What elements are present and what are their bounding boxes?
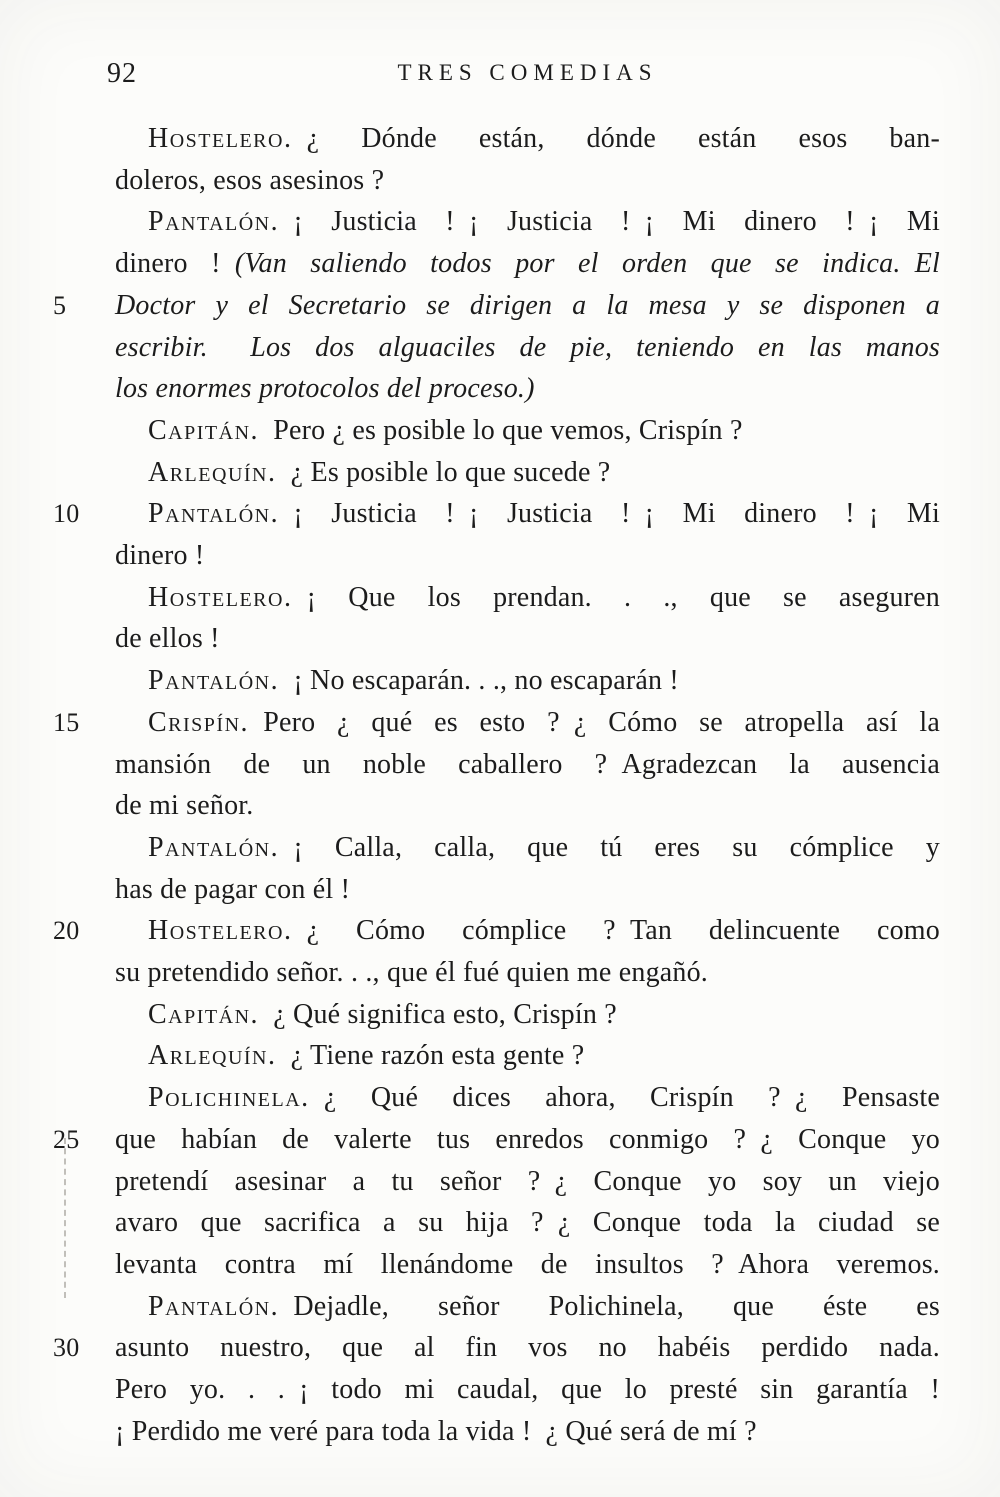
dialogue-text: ¡ Justicia ! ¡ Justicia ! ¡ Mi dinero ! ¡ Mi [279, 206, 940, 238]
text-line [115, 452, 940, 494]
dialogue-text: ¿ Cómo cómplice ? Tan delincuente como [292, 915, 940, 947]
dialogue-text: ¿ Es posible lo que sucede ? [276, 456, 611, 488]
text-line [115, 1244, 940, 1286]
dialogue-text: ¡ Calla, calla, que tú eres su cómplice y [279, 831, 940, 863]
text-line [115, 1077, 940, 1119]
text-line [53, 910, 940, 952]
text-line [115, 410, 940, 452]
page-header [107, 56, 940, 90]
text-line [53, 702, 940, 744]
line-number: 25 [53, 1124, 80, 1154]
text-line [115, 160, 940, 202]
line-number: 5 [53, 290, 67, 320]
line-number: 15 [53, 707, 80, 737]
speaker-name: Arlequín. [148, 1040, 277, 1072]
text-line [115, 243, 940, 285]
dialogue-text: ¿ Qué significa esto, Crispín ? [259, 998, 617, 1030]
text-line [115, 1202, 940, 1244]
dialogue-text: ¡ Justicia ! ¡ Justicia ! ¡ Mi dinero ! ¡ Mi [279, 498, 940, 530]
text-line [115, 994, 940, 1036]
speaker-name: Hostelero. [148, 915, 293, 947]
text-line [115, 535, 940, 577]
dialogue-text: de mi señor. [115, 790, 254, 822]
text-line [115, 1411, 940, 1453]
speaker-name: Pantalón. [148, 206, 280, 238]
text-line [115, 118, 940, 160]
dialogue-text: mansión de un noble caballero ? Agradezcan la ausencia [115, 748, 940, 780]
text-line [115, 660, 940, 702]
dialogue-text: has de pagar con él ! [115, 873, 351, 905]
dialogue-text: asunto nuestro, que al fin vos no habéis perdido nada. [115, 1332, 940, 1364]
text-line [53, 1327, 940, 1369]
text-block [53, 118, 940, 1453]
text-line [115, 744, 940, 786]
dialogue-text: ¡ No escaparán. . ., no escaparán ! [279, 665, 679, 697]
text-line [115, 827, 940, 869]
text-line [115, 952, 940, 994]
text-line [115, 1161, 940, 1203]
text-line [115, 1369, 940, 1411]
dialogue-text: avaro que sacrifica a su hija ? ¿ Conque toda la ciudad se [115, 1207, 940, 1239]
dialogue-text: ¡ Perdido me veré para toda la vida ! ¿ Qué será de mí ? [115, 1415, 757, 1447]
line-number: 20 [53, 916, 80, 946]
speaker-name: Capitán. [148, 998, 260, 1030]
dialogue-text: dinero ! [115, 248, 235, 280]
text-line [53, 1119, 940, 1161]
speaker-name: Hostelero. [148, 581, 293, 613]
speaker-name: Hostelero. [148, 123, 293, 154]
dialogue-text: que habían de valerte tus enredos conmigo ? ¿ Conque yo [115, 1123, 940, 1155]
text-line [53, 285, 940, 327]
speaker-name: Pantalón. [148, 831, 280, 863]
text-line [115, 1286, 940, 1328]
speaker-name: Arlequín. [148, 456, 277, 488]
dialogue-text: Dejadle, señor Polichinela, que éste es [279, 1290, 940, 1322]
text-line [115, 577, 940, 619]
dialogue-text: ¿ Qué dices ahora, Crispín ? ¿ Pensaste [309, 1082, 940, 1114]
stage-direction: (Van saliendo todos por el orden que se indica. El [234, 248, 940, 280]
stage-direction: Doctor y el Secretario se dirigen a la mesa y se disponen a [115, 289, 940, 321]
speaker-name: Pantalón. [148, 665, 280, 697]
dialogue-text: Pero ¿ es posible lo que vemos, Crispín ? [259, 414, 743, 446]
dialogue-text: su pretendido señor. . ., que él fué quien me engañó. [115, 957, 708, 989]
dialogue-text: Pero yo. . . ¡ todo mi caudal, que lo presté sin garantía ! [115, 1374, 940, 1406]
text-line [115, 1035, 940, 1077]
dialogue-text: levanta contra mí llenándome de insultos ? Ahora veremos. [115, 1248, 940, 1280]
stage-direction: escribir. Los dos alguaciles de pie, teniendo en las manos [115, 331, 940, 363]
dialogue-text: Pero ¿ qué es esto ? ¿ Cómo se atropella así la [249, 706, 940, 738]
text-line [53, 493, 940, 535]
speaker-name: Polichinela. [148, 1082, 310, 1114]
page-number: 92 [107, 58, 137, 89]
text-line [115, 201, 940, 243]
text-line [115, 327, 940, 369]
speaker-name: Pantalón. [148, 498, 280, 530]
dialogue-text: ¡ Que los prendan. . ., que se aseguren [292, 581, 940, 613]
line-number: 30 [53, 1333, 80, 1363]
speaker-name: Crispín. [148, 706, 250, 738]
dialogue-text: doleros, esos asesinos ? [115, 164, 385, 196]
line-number: 10 [53, 499, 80, 529]
text-line [115, 785, 940, 827]
stage-direction: los enormes protocolos del proceso.) [115, 373, 535, 405]
dialogue-text: pretendí asesinar a tu señor ? ¿ Conque yo soy un viejo [115, 1165, 940, 1197]
scan-artifact-line [64, 1138, 66, 1298]
dialogue-text: ¿ Tiene razón esta gente ? [276, 1040, 585, 1072]
text-line [115, 618, 940, 660]
dialogue-text: ¿ Dónde están, dónde están esos ban- [292, 123, 940, 154]
dialogue-text: de ellos ! [115, 623, 220, 655]
speaker-name: Capitán. [148, 414, 260, 446]
dialogue-text: dinero ! [115, 540, 205, 572]
text-line [115, 368, 940, 410]
text-line [115, 869, 940, 911]
speaker-name: Pantalón. [148, 1290, 280, 1322]
running-title: TRES COMEDIAS [397, 60, 658, 85]
